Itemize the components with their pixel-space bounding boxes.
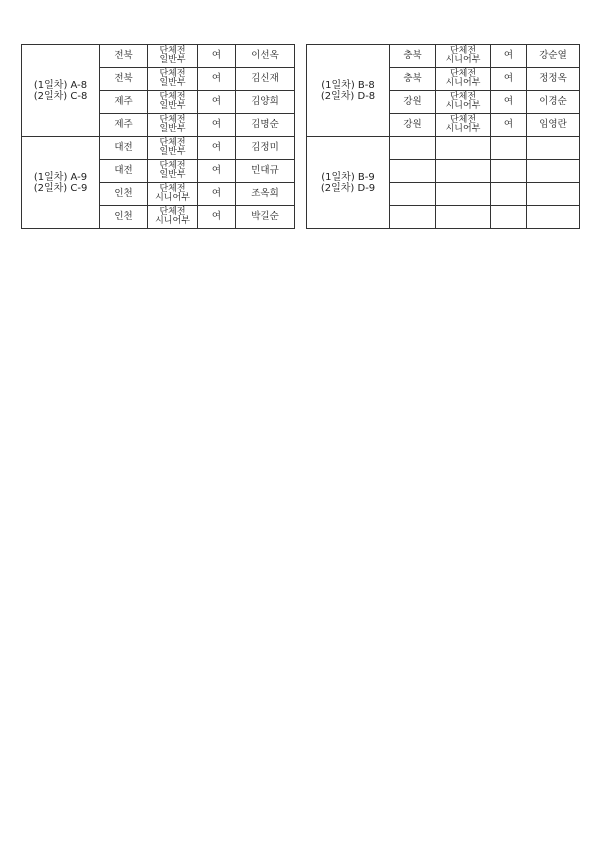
left-assignment-table xyxy=(21,44,295,229)
category-line: 단체전 xyxy=(159,46,186,56)
category-line: 단체전 xyxy=(449,46,477,56)
name-cell: 이경순 xyxy=(527,91,580,114)
category-line: 단체전 xyxy=(449,115,477,125)
category-line: 단체전 xyxy=(159,161,186,171)
name-cell: 김신재 xyxy=(236,68,295,91)
name-cell: 강순열 xyxy=(527,45,580,68)
category-line: 단체전 xyxy=(159,184,186,194)
gender-cell xyxy=(491,183,527,206)
slot-cell xyxy=(22,45,100,137)
category-cell xyxy=(148,183,198,206)
table-row xyxy=(22,45,295,68)
slot-label: (2일차) D-8 xyxy=(320,90,376,102)
category-line: 단체전 xyxy=(159,92,186,102)
category-cell xyxy=(148,91,198,114)
gender-cell: 여 xyxy=(491,114,527,137)
category-cell xyxy=(436,160,491,183)
region-cell xyxy=(390,160,436,183)
region-cell: 대전 xyxy=(100,137,148,160)
category-cell xyxy=(436,114,491,137)
name-cell: 임영란 xyxy=(527,114,580,137)
gender-cell xyxy=(491,160,527,183)
category-line: 시니어부 xyxy=(445,78,481,88)
name-cell: 이선옥 xyxy=(236,45,295,68)
category-cell xyxy=(148,160,198,183)
table-row xyxy=(307,45,580,68)
gender-cell: 여 xyxy=(491,68,527,91)
name-cell: 김명순 xyxy=(236,114,295,137)
region-cell: 충북 xyxy=(390,68,436,91)
gender-cell: 여 xyxy=(198,91,236,114)
gender-cell: 여 xyxy=(491,91,527,114)
category-cell xyxy=(436,137,491,160)
gender-cell: 여 xyxy=(198,68,236,91)
category-cell xyxy=(436,91,491,114)
slot-cell xyxy=(307,137,390,229)
category-line: 단체전 xyxy=(449,92,477,102)
gender-cell xyxy=(491,206,527,229)
table-row xyxy=(307,137,580,160)
category-cell xyxy=(436,183,491,206)
slot-label: (1일차) A-8 xyxy=(33,79,88,91)
gender-cell: 여 xyxy=(198,206,236,229)
category-cell xyxy=(148,45,198,68)
category-line: 일반부 xyxy=(159,124,186,134)
slot-label: (2일차) C-8 xyxy=(33,90,88,102)
category-cell xyxy=(148,68,198,91)
category-line: 일반부 xyxy=(159,101,186,111)
table-row xyxy=(22,137,295,160)
category-line: 일반부 xyxy=(159,147,186,157)
name-cell: 김양희 xyxy=(236,91,295,114)
region-cell xyxy=(390,206,436,229)
name-cell xyxy=(527,137,580,160)
region-cell: 인천 xyxy=(100,183,148,206)
region-cell: 강원 xyxy=(390,91,436,114)
gender-cell: 여 xyxy=(198,160,236,183)
slot-label: (1일차) A-9 xyxy=(33,171,88,183)
region-cell: 충북 xyxy=(390,45,436,68)
category-cell xyxy=(436,68,491,91)
region-cell: 제주 xyxy=(100,91,148,114)
name-cell: 박길순 xyxy=(236,206,295,229)
slot-label: (1일차) B-8 xyxy=(321,79,375,91)
category-cell xyxy=(148,206,198,229)
name-cell: 김정미 xyxy=(236,137,295,160)
name-cell: 민대규 xyxy=(236,160,295,183)
gender-cell: 여 xyxy=(198,45,236,68)
region-cell: 대전 xyxy=(100,160,148,183)
gender-cell xyxy=(491,137,527,160)
category-line: 일반부 xyxy=(159,170,186,180)
category-line: 시니어부 xyxy=(445,55,481,65)
name-cell: 정정옥 xyxy=(527,68,580,91)
gender-cell: 여 xyxy=(198,183,236,206)
category-cell xyxy=(436,45,491,68)
right-assignment-table xyxy=(306,44,580,229)
gender-cell: 여 xyxy=(491,45,527,68)
slot-label: (2일차) D-9 xyxy=(320,182,376,194)
gender-cell: 여 xyxy=(198,137,236,160)
category-line: 시니어부 xyxy=(155,193,190,203)
category-line: 단체전 xyxy=(159,69,186,79)
region-cell: 제주 xyxy=(100,114,148,137)
category-line: 단체전 xyxy=(449,69,477,79)
category-line: 시니어부 xyxy=(445,124,481,134)
name-cell xyxy=(527,160,580,183)
category-cell xyxy=(148,137,198,160)
gender-cell: 여 xyxy=(198,114,236,137)
category-line: 단체전 xyxy=(159,138,186,148)
region-cell: 인천 xyxy=(100,206,148,229)
category-line: 일반부 xyxy=(159,78,186,88)
name-cell xyxy=(527,206,580,229)
category-line: 단체전 xyxy=(159,115,186,125)
category-line: 단체전 xyxy=(159,207,186,217)
right-table-body xyxy=(307,45,580,229)
category-line: 시니어부 xyxy=(445,101,481,111)
category-cell xyxy=(436,206,491,229)
region-cell: 전북 xyxy=(100,68,148,91)
region-cell xyxy=(390,137,436,160)
slot-cell xyxy=(22,137,100,229)
slot-cell xyxy=(307,45,390,137)
slot-label: (1일차) B-9 xyxy=(321,171,375,183)
region-cell: 강원 xyxy=(390,114,436,137)
category-line: 시니어부 xyxy=(155,216,190,226)
slot-label: (2일차) C-9 xyxy=(33,182,88,194)
region-cell xyxy=(390,183,436,206)
name-cell xyxy=(527,183,580,206)
category-line: 일반부 xyxy=(159,55,186,65)
region-cell: 전북 xyxy=(100,45,148,68)
name-cell: 조옥희 xyxy=(236,183,295,206)
left-table-body xyxy=(22,45,295,229)
category-cell xyxy=(148,114,198,137)
